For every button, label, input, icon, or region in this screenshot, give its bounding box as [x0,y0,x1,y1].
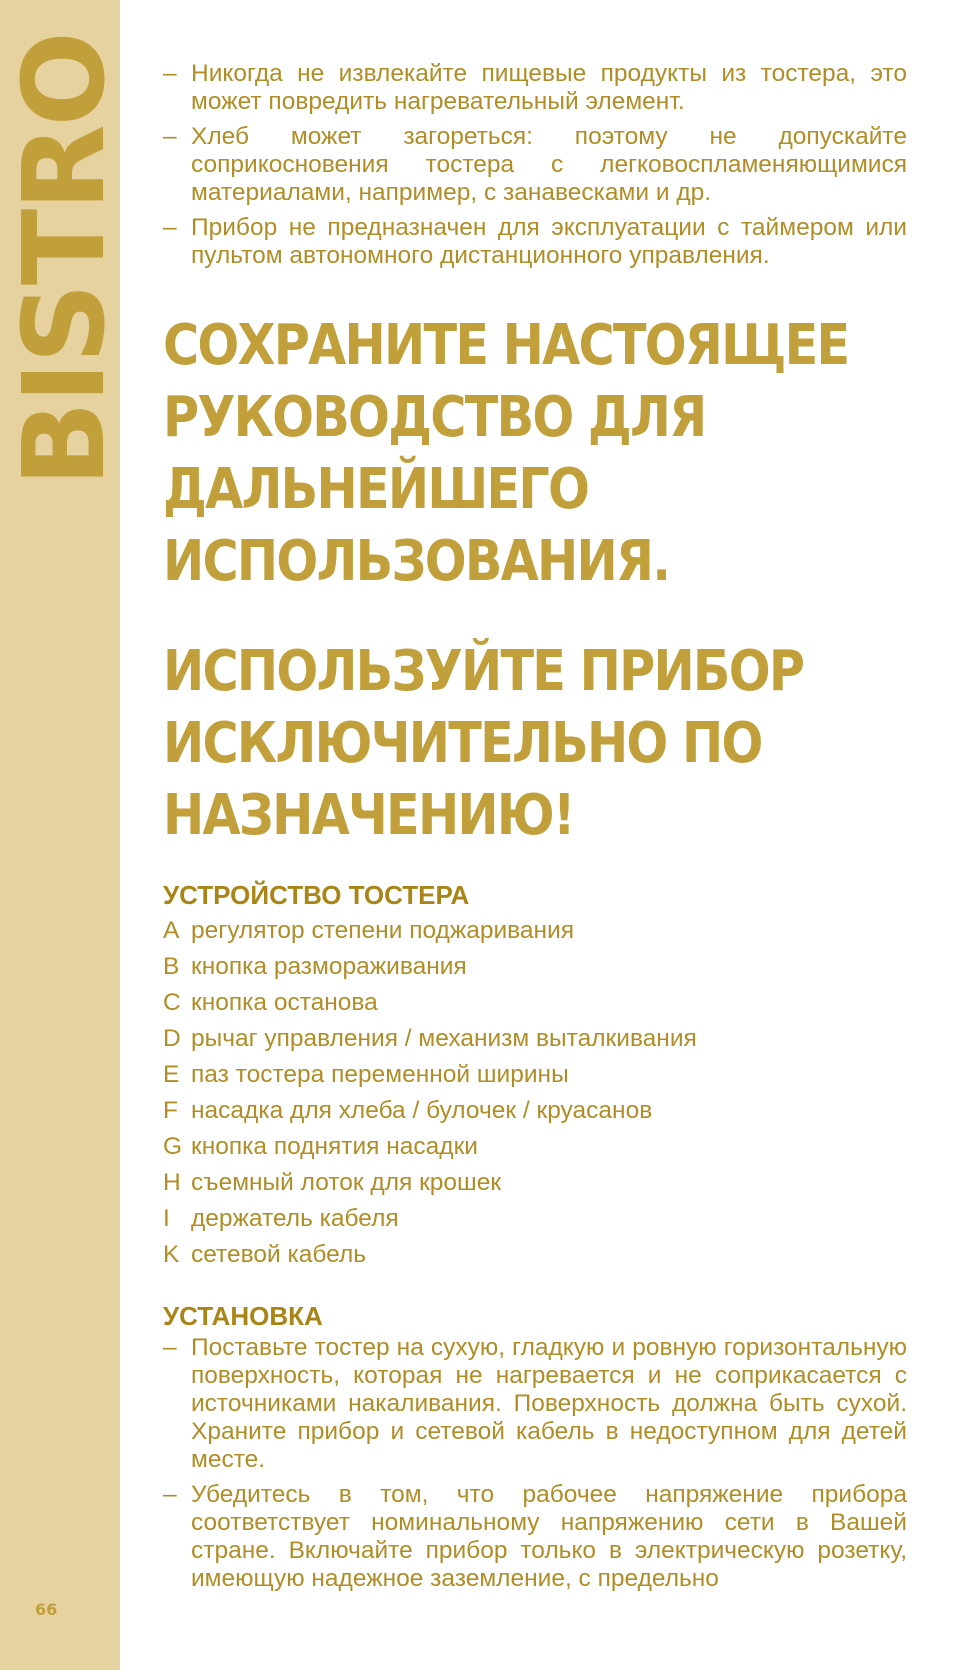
part-description: кнопка размораживания [191,953,467,980]
dash-marker: – [163,214,177,241]
list-item [163,1165,907,1201]
part-letter: D [163,1025,181,1052]
part-letter: B [163,953,180,980]
list-item [163,1129,907,1165]
list-item [163,1237,907,1273]
part-letter: H [163,1169,181,1196]
list-item-text: Никогда не извлекайте пищевые продукты из тостера, это может повредить нагревательный элемент. [191,60,907,115]
part-letter: G [163,1133,183,1160]
list-item [163,1057,907,1093]
dash-marker: – [163,60,177,87]
part-letter: E [163,1061,180,1088]
list-item [163,913,907,949]
dash-marker: – [163,1334,177,1361]
part-description: насадка для хлеба / булочек / круасанов [191,1097,653,1124]
save-manual-heading: СОХРАНИТЕ НАСТОЯЩЕЕ РУКОВОДСТВО ДЛЯ ДАЛЬНЕЙШЕГО ИСПОЛЬЗОВАНИЯ. [163,313,849,594]
dash-marker: – [163,1481,177,1508]
list-item [163,60,907,116]
list-item [163,214,907,270]
device-section-title: УСТРОЙСТВО ТОСТЕРА [163,880,470,910]
list-item [163,1021,907,1057]
list-item [163,949,907,985]
part-description: кнопка поднятия насадки [191,1133,478,1160]
intro-warning-list [163,60,907,270]
part-letter: K [163,1241,180,1268]
list-item [163,1481,907,1593]
list-item-text: Хлеб может загореться: поэтому не допускайте соприкосновения тостера с легковоспламеняющимися материалами, например, с занавесками и др. [191,123,907,206]
part-letter: C [163,989,181,1016]
part-description: кнопка останова [191,989,378,1016]
part-description: рычаг управления / механизм выталкивания [191,1025,697,1052]
part-letter: F [163,1097,178,1124]
list-item [163,985,907,1021]
list-item-text: Поставьте тостер на сухую, гладкую и ровную горизонтальную поверхность, которая не нагревается и не соприкасается с источниками накаливания. Поверхность должна быть сухой. Храните прибор и сетевой кабель в недоступном для детей месте. [191,1334,907,1473]
part-letter: A [163,917,180,944]
list-item [163,1201,907,1237]
page-content [163,60,907,1600]
list-item [163,1334,907,1474]
list-item-text: Прибор не предназначен для эксплуатации с таймером или пультом автономного дистанционного управления. [191,214,907,269]
part-description: регулятор степени поджаривания [191,917,575,944]
part-description: паз тостера переменной ширины [191,1061,569,1088]
brand-name: BISTRO [0,33,130,487]
brand-sidebar [0,0,130,1670]
dash-marker: – [163,123,177,150]
list-item [163,1093,907,1129]
page-number: 66 [35,1600,58,1619]
install-section-title: УСТАНОВКА [163,1301,323,1331]
intended-use-heading: ИСПОЛЬЗУЙТЕ ПРИБОР ИСКЛЮЧИТЕЛЬНО ПО НАЗНАЧЕНИЮ! [163,639,804,848]
part-description: держатель кабеля [191,1205,399,1232]
list-item [163,123,907,207]
part-letter: I [163,1205,170,1232]
part-description: съемный лоток для крошек [191,1169,502,1196]
part-description: сетевой кабель [191,1241,367,1268]
toaster-parts-list [163,913,907,1273]
install-instructions-list [163,1334,907,1593]
list-item-text: Убедитесь в том, что рабочее напряжение прибора соответствует номинальному напряжению сети в Вашей стране. Включайте прибор только в электрическую розетку, имеющую надежное заземление, с предельно [191,1481,907,1592]
